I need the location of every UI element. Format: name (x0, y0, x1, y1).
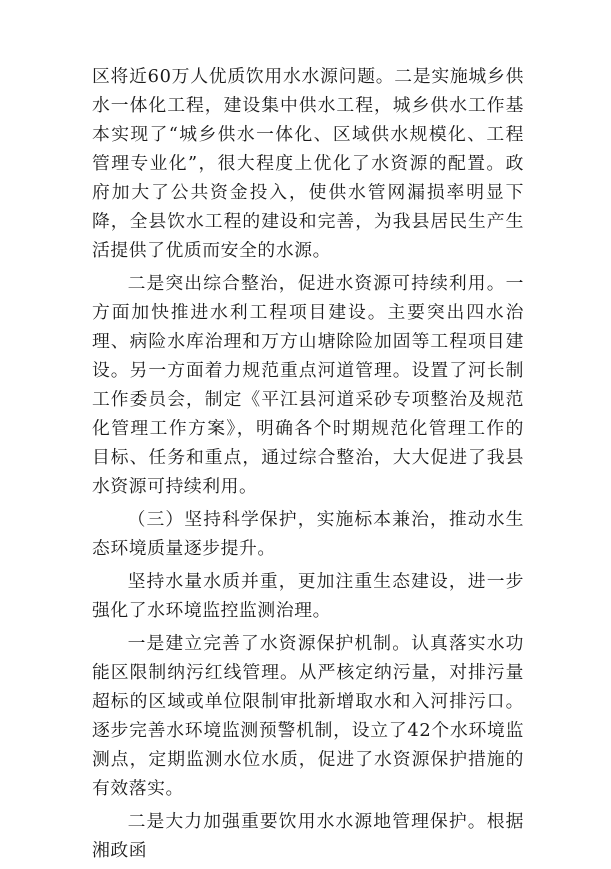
paragraph-protection-mechanism: 一是建立完善了水资源保护机制。认真落实水功能区限制纳污红线管理。从严核定纳污量，对排污量超标的区域或单位限制审批新增取水和入河排污口。逐步完善水环境监测预警机制，设立了42个水环境监测点，定期监测水位水质，促进了水资源保护措施的有效落实。 (92, 633, 524, 799)
paragraph-quantity-quality: 坚持水量水质并重，更加注重生态建设，进一步强化了水环境监控监测治理。 (92, 571, 524, 621)
paragraph-drinking-water-source: 二是大力加强重要饮用水水源地管理保护。根据湘政函 (92, 811, 524, 861)
paragraph-comprehensive-rectification: 二是突出综合整治，促进水资源可持续利用。一方面加快推进水利工程项目建设。主要突出四水治理、病险水库治理和万方山塘除险加固等工程项目建设。另一方面着力规范重点河道管理。设置了河长制工作委员会，制定《平江县河道采砂专项整治及规范化管理工作方案》，明确各个时期规范化管理工作的目标、任务和重点，通过综合整治，大大促进了我县水资源可持续利用。 (92, 273, 524, 497)
section-heading-scientific-protection: （三）坚持科学保护，实施标本兼治，推动水生态环境质量逐步提升。 (92, 509, 524, 559)
paragraph-water-supply-continued: 区将近60万人优质饮用水水源问题。二是实施城乡供水一体化工程，建设集中供水工程，城乡供水工作基本实现了“城乡供水一体化、区域供水规模化、工程管理专业化”，很大程度上优化了水资源的配置。政府加大了公共资金投入，使供水管网漏损率明显下降，全县饮水工程的建设和完善，为我县居民生产生活提供了优质而安全的水源。 (92, 66, 524, 261)
document-body (92, 62, 524, 869)
